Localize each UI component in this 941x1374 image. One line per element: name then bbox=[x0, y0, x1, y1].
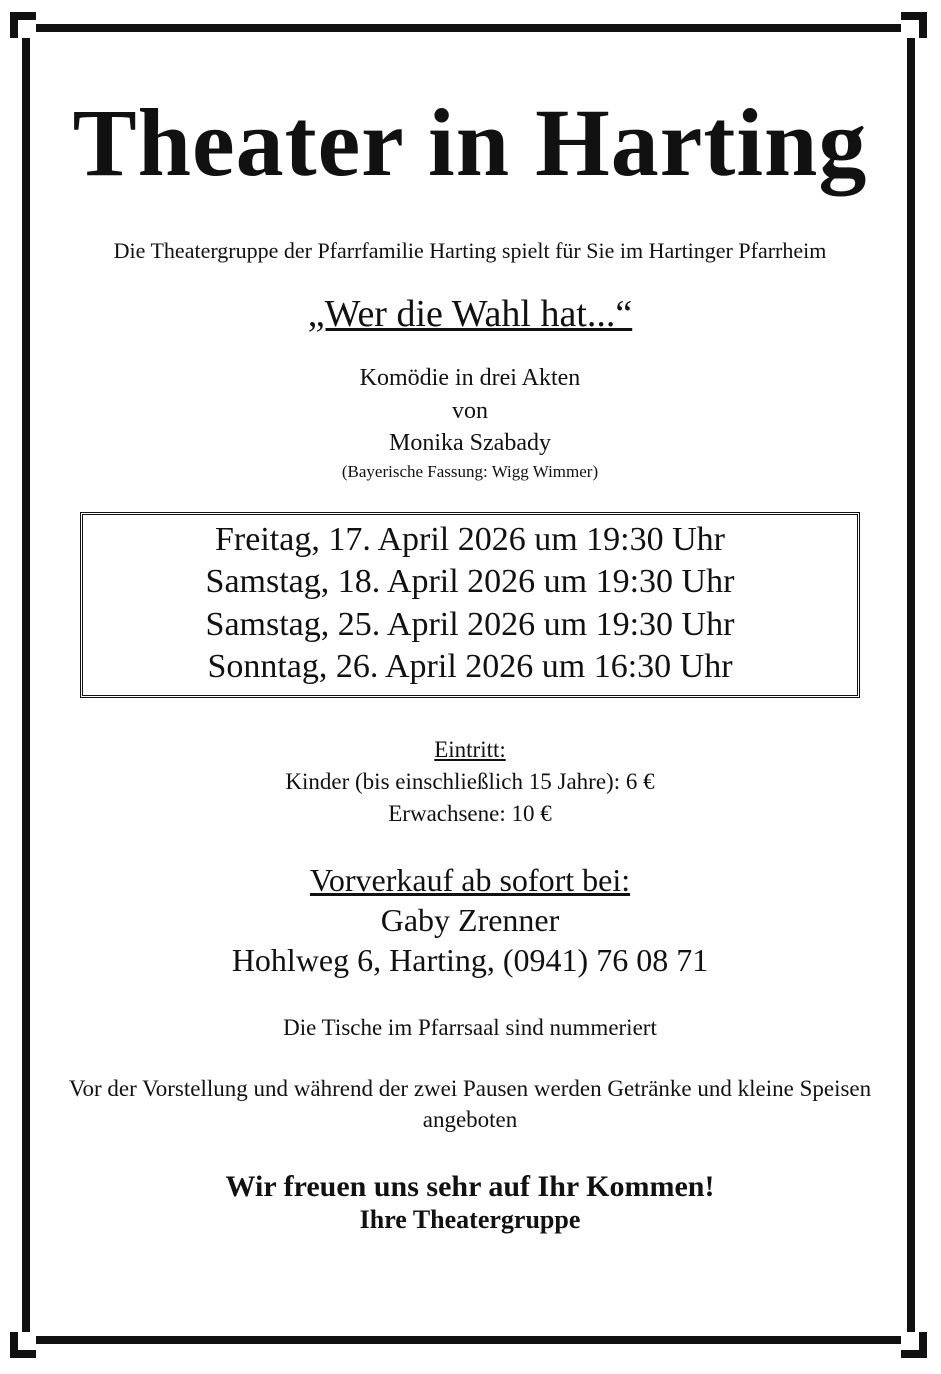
border-corner-bottom-right bbox=[901, 1332, 927, 1358]
border-corner-top-right bbox=[901, 12, 927, 38]
performance-date: Samstag, 25. April 2026 um 19:30 Uhr bbox=[205, 605, 735, 643]
intro-text: Die Theatergruppe der Pfarrfamilie Harting spielt für Sie im Hartinger Pfarrheim bbox=[113, 237, 827, 263]
play-adaptation: (Bayerische Fassung: Wigg Wimmer) bbox=[341, 461, 599, 481]
presale-address: Hohlweg 6, Harting, (0941) 76 08 71 bbox=[231, 942, 709, 979]
presale-name: Gaby Zrenner bbox=[380, 902, 560, 939]
refreshments-note: Vor der Vorstellung und während der zwei Pausen werden Getränke und kleine Speisen angeboten bbox=[68, 1076, 872, 1133]
play-genre: Komödie in drei Akten bbox=[359, 365, 581, 392]
border-corner-top-left bbox=[10, 12, 36, 38]
performance-dates-box bbox=[80, 512, 860, 698]
poster-title: Theater in Harting bbox=[72, 89, 868, 196]
presale-heading: Vorverkauf ab sofort bei: bbox=[309, 862, 631, 899]
play-author: Monika Szabady bbox=[389, 430, 551, 457]
play-info bbox=[60, 362, 880, 459]
poster-content bbox=[60, 60, 880, 1235]
border-corner-bottom-left bbox=[10, 1332, 36, 1358]
play-by: von bbox=[452, 397, 488, 424]
presale-section bbox=[60, 860, 880, 980]
play-title: „Wer die Wahl hat...“ bbox=[307, 293, 633, 336]
tables-note: Die Tische im Pfarrsaal sind nummeriert bbox=[283, 1015, 657, 1041]
signature: Ihre Theatergruppe bbox=[359, 1205, 581, 1235]
performance-date: Samstag, 18. April 2026 um 19:30 Uhr bbox=[205, 563, 735, 601]
admission-section bbox=[60, 734, 880, 831]
performance-date: Freitag, 17. April 2026 um 19:30 Uhr bbox=[215, 520, 725, 558]
performance-date: Sonntag, 26. April 2026 um 16:30 Uhr bbox=[207, 648, 733, 686]
closing-text: Wir freuen uns sehr auf Ihr Kommen! bbox=[225, 1170, 715, 1204]
admission-children: Kinder (bis einschließlich 15 Jahre): 6 € bbox=[285, 768, 655, 794]
admission-heading: Eintritt: bbox=[434, 736, 506, 762]
admission-adults: Erwachsene: 10 € bbox=[388, 800, 552, 826]
